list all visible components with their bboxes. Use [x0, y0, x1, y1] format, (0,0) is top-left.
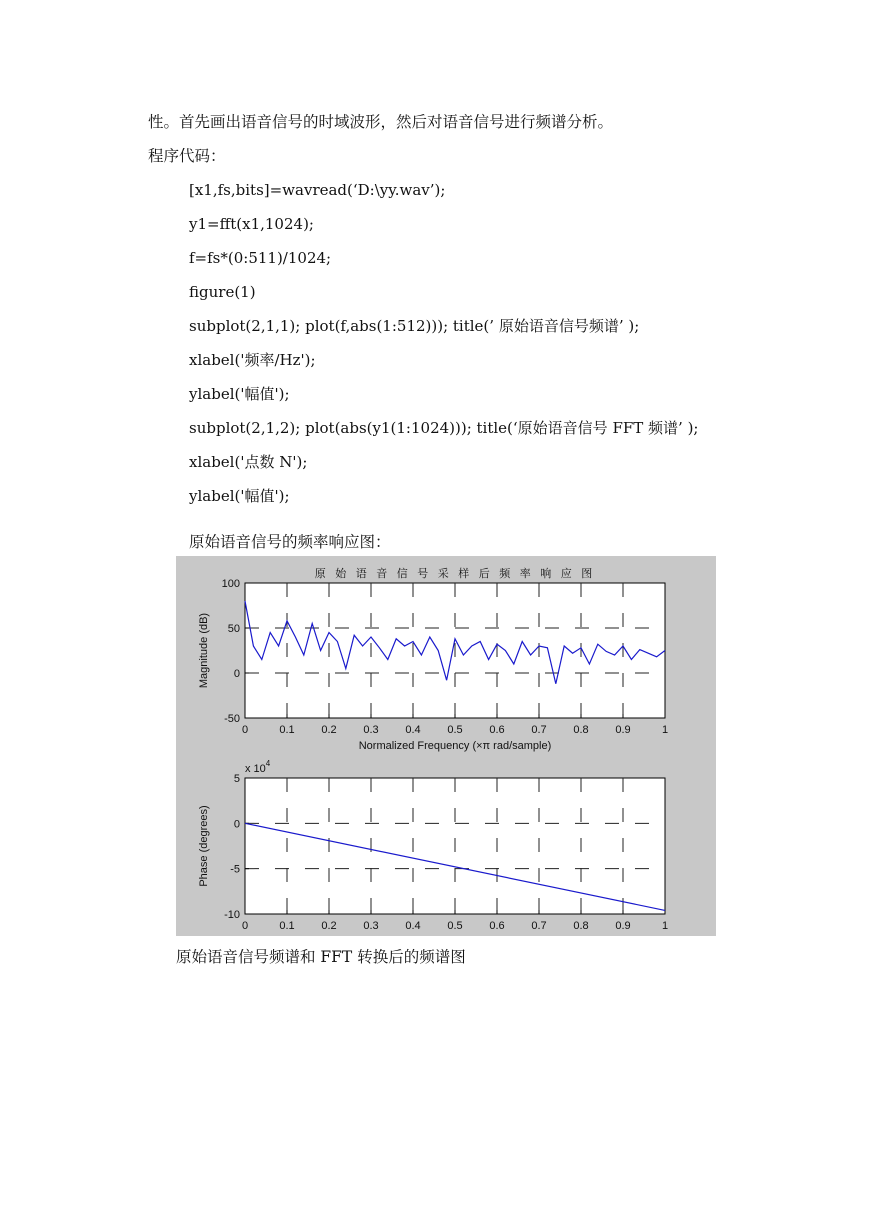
code-line: xlabel('点数 N'); — [189, 453, 308, 471]
magnitude-x-tick-label: 0.8 — [573, 724, 589, 736]
magnitude-plot-title: 原 始 语 音 信 号 采 样 后 频 率 响 应 图 — [314, 567, 596, 580]
program-label: 程序代码： — [148, 147, 226, 165]
magnitude-y-label: Magnitude (dB) — [198, 612, 210, 689]
magnitude-x-tick-label: 0.3 — [363, 724, 379, 736]
figure-intro: 原始语音信号的频率响应图： — [189, 533, 391, 551]
magnitude-x-tick-label: 0.5 — [447, 724, 463, 736]
matlab-figure — [176, 556, 716, 936]
magnitude-x-tick-label: 0.7 — [531, 724, 547, 736]
magnitude-x-tick-label: 0.9 — [615, 724, 631, 736]
phase-x-tick-label: 0.1 — [279, 920, 295, 932]
phase-y-label: Phase (degrees) — [198, 805, 210, 887]
magnitude-y-tick-label: -50 — [224, 713, 240, 725]
phase-x-tick-label: 0.9 — [615, 920, 631, 932]
phase-multiplier-label: x $10^4$ — [245, 759, 271, 775]
magnitude-x-tick-label: 0.2 — [321, 724, 337, 736]
magnitude-x-tick-label: 0 — [241, 724, 249, 736]
code-line: ylabel('幅值'); — [189, 487, 290, 505]
code-line: [x1,fs,bits]=wavread(‘D:\yy.wav’); — [189, 181, 446, 199]
code-line: ylabel('幅值'); — [189, 385, 290, 403]
magnitude-y-tick-label: 100 — [221, 578, 240, 590]
magnitude-x-label: Normalized Frequency (×π rad/sample) — [358, 740, 552, 752]
phase-x-tick-label: 1 — [661, 920, 669, 932]
code-line: subplot(2,1,1); plot(f,abs(1:512))); title(’ 原始语音信号频谱’ ); — [189, 317, 640, 335]
code-line: xlabel('频率/Hz'); — [189, 351, 316, 369]
magnitude-x-tick-label: 0.1 — [279, 724, 295, 736]
magnitude-x-tick-label: 0.6 — [489, 724, 505, 736]
phase-x-tick-label: 0.4 — [405, 920, 421, 932]
code-line: f=fs*(0:511)/1024; — [189, 249, 332, 267]
figure-canvas — [176, 556, 716, 936]
magnitude-x-tick-label: 0.4 — [405, 724, 421, 736]
code-line: y1=fft(x1,1024); — [189, 215, 314, 233]
phase-y-tick-label: -5 — [230, 863, 240, 876]
code-line: subplot(2,1,2); plot(abs(y1(1:1024))); title(‘原始语音信号 FFT 频谱’ ); — [189, 419, 699, 437]
phase-x-tick-label: 0.8 — [573, 920, 589, 932]
figure-caption: 原始语音信号频谱和 FFT 转换后的频谱图 — [176, 948, 466, 966]
magnitude-y-tick-label: 50 — [227, 623, 240, 635]
phase-y-tick-label: -10 — [224, 909, 240, 921]
code-line: figure(1) — [189, 283, 256, 301]
magnitude-x-tick-label: 1 — [661, 724, 669, 736]
phase-y-tick-label: 0 — [233, 818, 240, 831]
phase-x-tick-label: 0.6 — [489, 920, 505, 932]
phase-x-tick-label: 0.2 — [321, 920, 337, 932]
phase-x-tick-label: 0.5 — [447, 920, 463, 932]
phase-y-tick-label: 5 — [233, 773, 240, 785]
phase-x-tick-label: 0.3 — [363, 920, 379, 932]
magnitude-y-tick-label: 0 — [233, 668, 240, 680]
intro-line: 性。首先画出语音信号的时域波形，然后对语音信号进行频谱分析。 — [148, 113, 614, 131]
phase-x-tick-label: 0.7 — [531, 920, 547, 932]
phase-plot — [198, 759, 668, 932]
phase-x-tick-label: 0 — [241, 920, 249, 932]
